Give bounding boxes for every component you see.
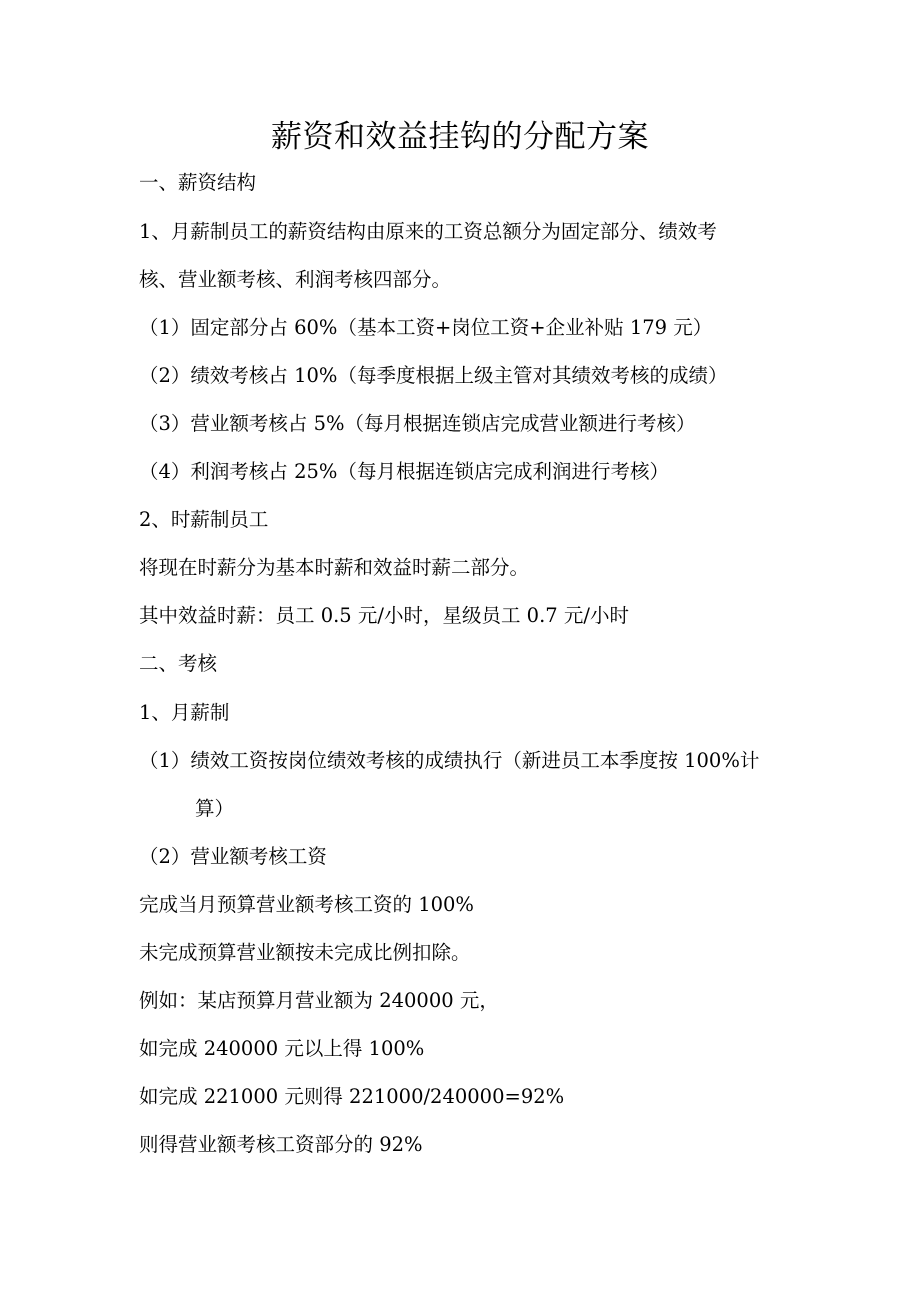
subheading-monthly: 1、月薪制 bbox=[139, 701, 230, 724]
paragraph-line: 核、营业额考核、利润考核四部分。 bbox=[139, 268, 452, 291]
paragraph-line: 其中效益时薪：员工 0.5 元/小时，星级员工 0.7 元/小时 bbox=[139, 604, 629, 627]
subheading-hourly-staff: 2、时薪制员工 bbox=[139, 508, 269, 531]
section-heading-assessment: 二、考核 bbox=[139, 652, 218, 675]
list-item: （1）绩效工资按岗位绩效考核的成绩执行（新进员工本季度按 100%计 bbox=[139, 749, 760, 772]
list-item: （4）利润考核占 25%（每月根据连锁店完成利润进行考核） bbox=[139, 460, 669, 483]
list-item: （3）营业额考核占 5%（每月根据连锁店完成营业额进行考核） bbox=[139, 412, 696, 435]
paragraph-line: 完成当月预算营业额考核工资的 100% bbox=[139, 893, 474, 916]
list-item-continuation: 算） bbox=[195, 797, 235, 820]
paragraph-line: 将现在时薪分为基本时薪和效益时薪二部分。 bbox=[139, 556, 530, 579]
list-item: （2）营业额考核工资 bbox=[139, 845, 327, 868]
paragraph-line: 如完成 240000 元以上得 100% bbox=[139, 1037, 425, 1060]
document-title: 薪资和效益挂钩的分配方案 bbox=[271, 119, 649, 155]
paragraph-line: 则得营业额考核工资部分的 92% bbox=[139, 1133, 423, 1156]
paragraph-line: 未完成预算营业额按未完成比例扣除。 bbox=[139, 941, 471, 964]
paragraph-line: 1、月薪制员工的薪资结构由原来的工资总额分为固定部分、绩效考 bbox=[139, 220, 717, 243]
section-heading-salary-structure: 一、薪资结构 bbox=[139, 171, 257, 194]
list-item: （1）固定部分占 60%（基本工资+岗位工资+企业补贴 179 元） bbox=[139, 316, 713, 339]
paragraph-line: 例如：某店预算月营业额为 240000 元， bbox=[139, 989, 499, 1012]
paragraph-line: 如完成 221000 元则得 221000/240000=92% bbox=[139, 1085, 565, 1108]
list-item: （2）绩效考核占 10%（每季度根据上级主管对其绩效考核的成绩） bbox=[139, 364, 728, 387]
